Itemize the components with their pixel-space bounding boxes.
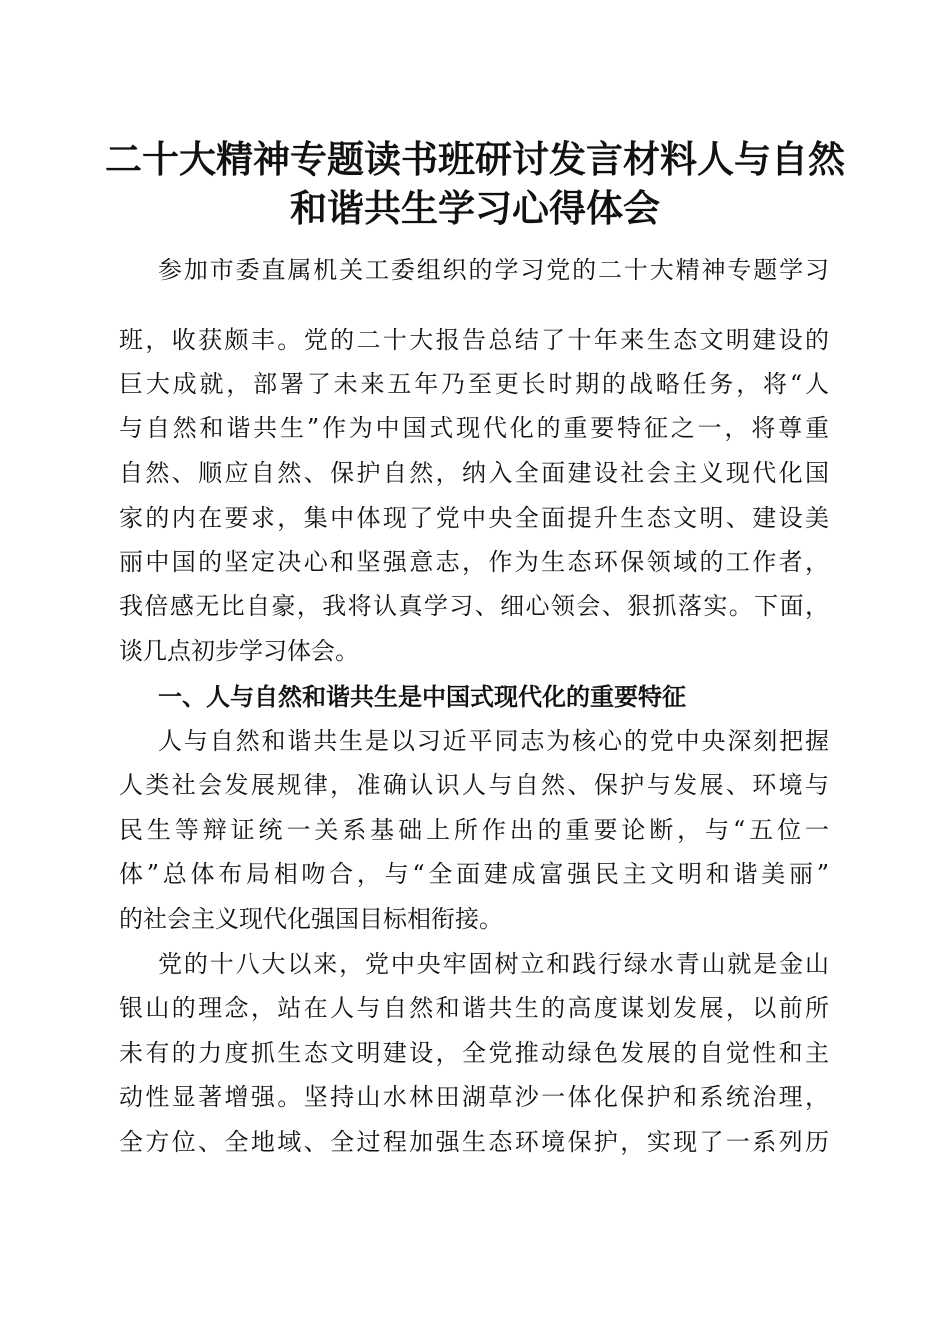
paragraph-2-line: 人类社会发展规律，准确认识人与自然、保护与发展、环境与: [119, 771, 829, 799]
paragraph-1-line: 自然、顺应自然、保护自然，纳入全面建设社会主义现代化国: [119, 459, 829, 487]
paragraph-1-line: 与自然和谐共生”作为中国式现代化的重要特征之一，将尊重: [119, 414, 829, 442]
paragraph-3-line: 未有的力度抓生态文明建设，全党推动绿色发展的自觉性和主: [119, 1039, 829, 1067]
paragraph-3-line: 党的十八大以来，党中央牢固树立和践行绿水青山就是金山: [158, 950, 829, 978]
paragraph-2-line: 人与自然和谐共生是以习近平同志为核心的党中央深刻把握: [158, 727, 829, 755]
document-title-line-2: 和谐共生学习心得体会: [290, 186, 660, 230]
paragraph-1-line: 我倍感无比自豪，我将认真学习、细心领会、狠抓落实。下面，: [119, 592, 829, 620]
paragraph-1-line: 参加市委直属机关工委组织的学习党的二十大精神专题学习: [158, 256, 829, 284]
paragraph-3-line: 银山的理念，站在人与自然和谐共生的高度谋划发展，以前所: [119, 994, 829, 1022]
section-heading-1: 一、人与自然和谐共生是中国式现代化的重要特征: [158, 683, 686, 711]
paragraph-1-line: 巨大成就，部署了未来五年乃至更长时期的战略任务，将“人: [119, 370, 829, 398]
paragraph-1-line: 丽中国的坚定决心和坚强意志，作为生态环保领域的工作者，: [119, 548, 829, 576]
document-title-line-1: 二十大精神专题读书班研讨发言材料人与自然: [105, 137, 845, 181]
paragraph-3-line: 动性显著增强。坚持山水林田湖草沙一体化保护和系统治理，: [119, 1083, 829, 1111]
paragraph-1-line: 谈几点初步学习体会。: [119, 637, 359, 665]
paragraph-2-line: 体”总体布局相吻合，与“全面建成富强民主文明和谐美丽”: [119, 860, 829, 888]
paragraph-2-line: 民生等辩证统一关系基础上所作出的重要论断，与“五位一: [119, 816, 829, 844]
paragraph-3-line: 全方位、全地域、全过程加强生态环境保护，实现了一系列历: [119, 1128, 829, 1156]
paragraph-1-line: 班，收获颇丰。党的二十大报告总结了十年来生态文明建设的: [119, 326, 829, 354]
paragraph-2-line: 的社会主义现代化强国目标相衔接。: [119, 905, 503, 933]
paragraph-1-line: 家的内在要求，集中体现了党中央全面提升生态文明、建设美: [119, 504, 829, 532]
